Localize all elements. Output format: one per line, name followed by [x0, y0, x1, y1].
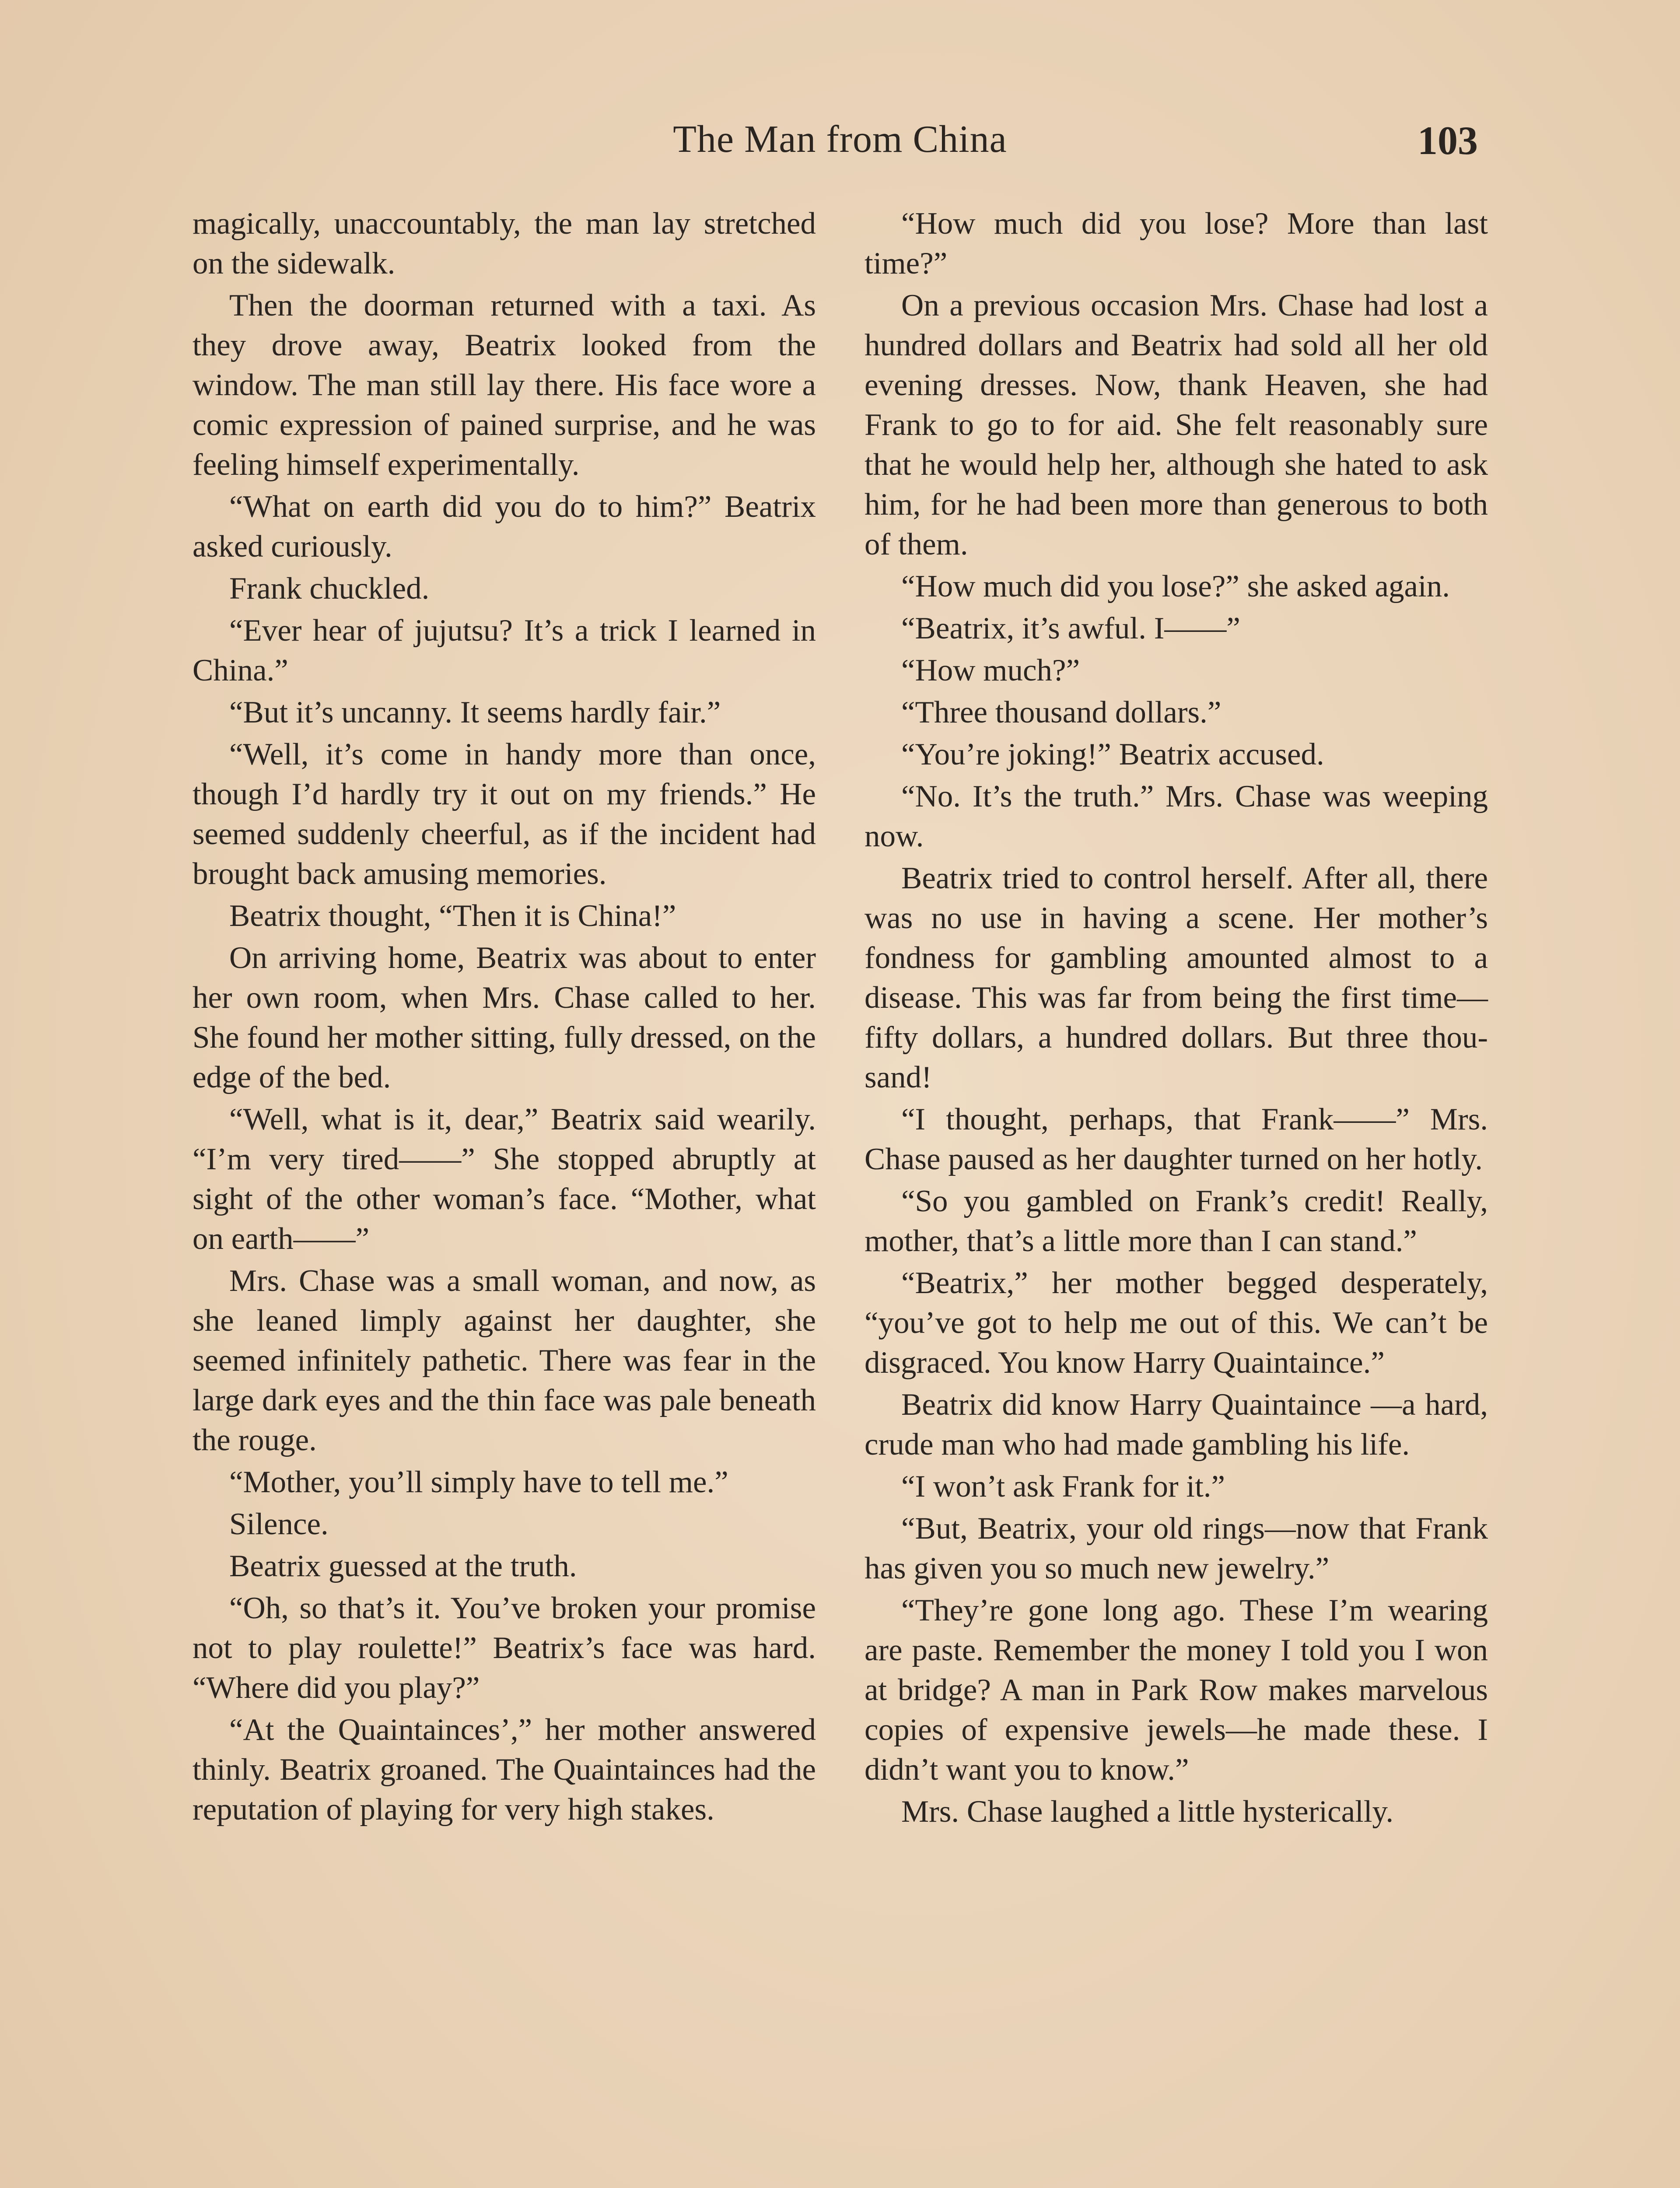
paragraph: “Oh, so that’s it. You’ve broken your promise not to play roulette!” Beatrix’s face was hard. “Where did you play?”	[192, 1591, 816, 1705]
paragraph: Then the doorman returned with a taxi. As they drove away, Beatrix looked from the window. The man still lay there. His face wore a comic expression of pained surprise, and he was feeling himself experimentally.	[192, 288, 816, 482]
paragraph: “Well, what is it, dear,” Beatrix said wearily. “I’m very tired——” She stopped abruptly at sight of the other woman’s face. “Mother, what on earth——”	[192, 1102, 816, 1256]
paragraph: Mrs. Chase laughed a little hysterically.	[901, 1795, 1394, 1829]
paragraph: On arriving home, Beatrix was about to enter her own room, when Mrs. Chase called to her. She found her mother sitting, fully dressed, on the edge of the bed.	[192, 941, 816, 1094]
running-header-title: The Man from China	[673, 118, 1007, 161]
paragraph: “But, Beatrix, your old rings—now that Frank has given you so much new jewelry.”	[864, 1511, 1488, 1585]
paragraph: “Three thousand dollars.”	[901, 695, 1222, 729]
paragraph: “How much did you lose? More than last time?”	[864, 207, 1488, 281]
paragraph: “But it’s uncanny. It seems hardly fair.”	[229, 695, 721, 729]
page-number: 103	[1418, 118, 1478, 163]
left-text-column	[192, 204, 816, 1832]
paragraph: Frank chuckled.	[229, 572, 430, 606]
paragraph: On a previous occasion Mrs. Chase had lost a hundred dollars and Beatrix had sold all her old evening dresses. Now, thank Heaven, she had Frank to go to for aid. She felt reasonably sure that he would help her, although she hated to ask him, for he had been more than generous to both of them.	[864, 288, 1488, 561]
paragraph: Beatrix tried to control herself. After all, there was no use in having a scene. Her mother’s fondness for gambling amounted almost to a disease. This was far from being the first time—fifty dollars, a hundred dollars. But three thousand!	[864, 861, 1488, 1094]
paragraph: “How much did you lose?” she asked again.	[901, 569, 1450, 603]
paragraph: “Beatrix,” her mother begged desperately, “you’ve got to help me out of this. We can’t be disgraced. You know Harry Quaintaince.”	[864, 1266, 1488, 1380]
paragraph: Beatrix guessed at the truth.	[229, 1549, 577, 1583]
paragraph: Mrs. Chase was a small woman, and now, as she leaned limply against her daughter, she seemed infinitely pathetic. There was fear in the large dark eyes and the thin face was pale beneath the rouge.	[192, 1264, 816, 1457]
paragraph: “Beatrix, it’s awful. I——”	[901, 611, 1240, 645]
paragraph: “I thought, perhaps, that Frank——” Mrs. Chase paused as her daughter turned on her hotly.	[864, 1102, 1488, 1176]
paragraph: “No. It’s the truth.” Mrs. Chase was weeping now.	[864, 779, 1488, 853]
paragraph: “How much?”	[901, 653, 1080, 687]
paragraph: “At the Quaintainces’,” her mother answered thinly. Beatrix groaned. The Quaintainces had the reputation of playing for very high stakes.	[192, 1713, 816, 1827]
right-text-column	[864, 204, 1488, 1834]
paragraph: Beatrix thought, “Then it is China!”	[229, 899, 676, 933]
paragraph: “Mother, you’ll simply have to tell me.”	[229, 1465, 728, 1499]
paragraph: “Well, it’s come in handy more than once, though I’d hardly try it out on my friends.” He seemed suddenly cheerful, as if the incident had brought back amusing memories.	[192, 737, 816, 891]
paragraph: “They’re gone long ago. These I’m wearing are paste. Remember the money I told you I won at bridge? A man in Park Row makes marvelous copies of expensive jewels—he made these. I didn’t want you to know.”	[864, 1593, 1488, 1787]
paragraph: Silence.	[229, 1507, 329, 1541]
paragraph: “Ever hear of jujutsu? It’s a trick I learned in China.”	[192, 614, 816, 687]
paragraph: “So you gambled on Frank’s credit! Really, mother, that’s a little more than I can stand.”	[864, 1184, 1488, 1258]
paragraph: Beatrix did know Harry Quaintaince —a hard, crude man who had made gambling his life.	[864, 1388, 1488, 1462]
paragraph: “You’re joking!” Beatrix accused.	[901, 737, 1324, 771]
paragraph: “What on earth did you do to him?” Beatrix asked curiously.	[192, 490, 816, 564]
paragraph: “I won’t ask Frank for it.”	[901, 1469, 1225, 1504]
paragraph: magically, unaccountably, the man lay stretched on the sidewalk.	[192, 207, 816, 281]
